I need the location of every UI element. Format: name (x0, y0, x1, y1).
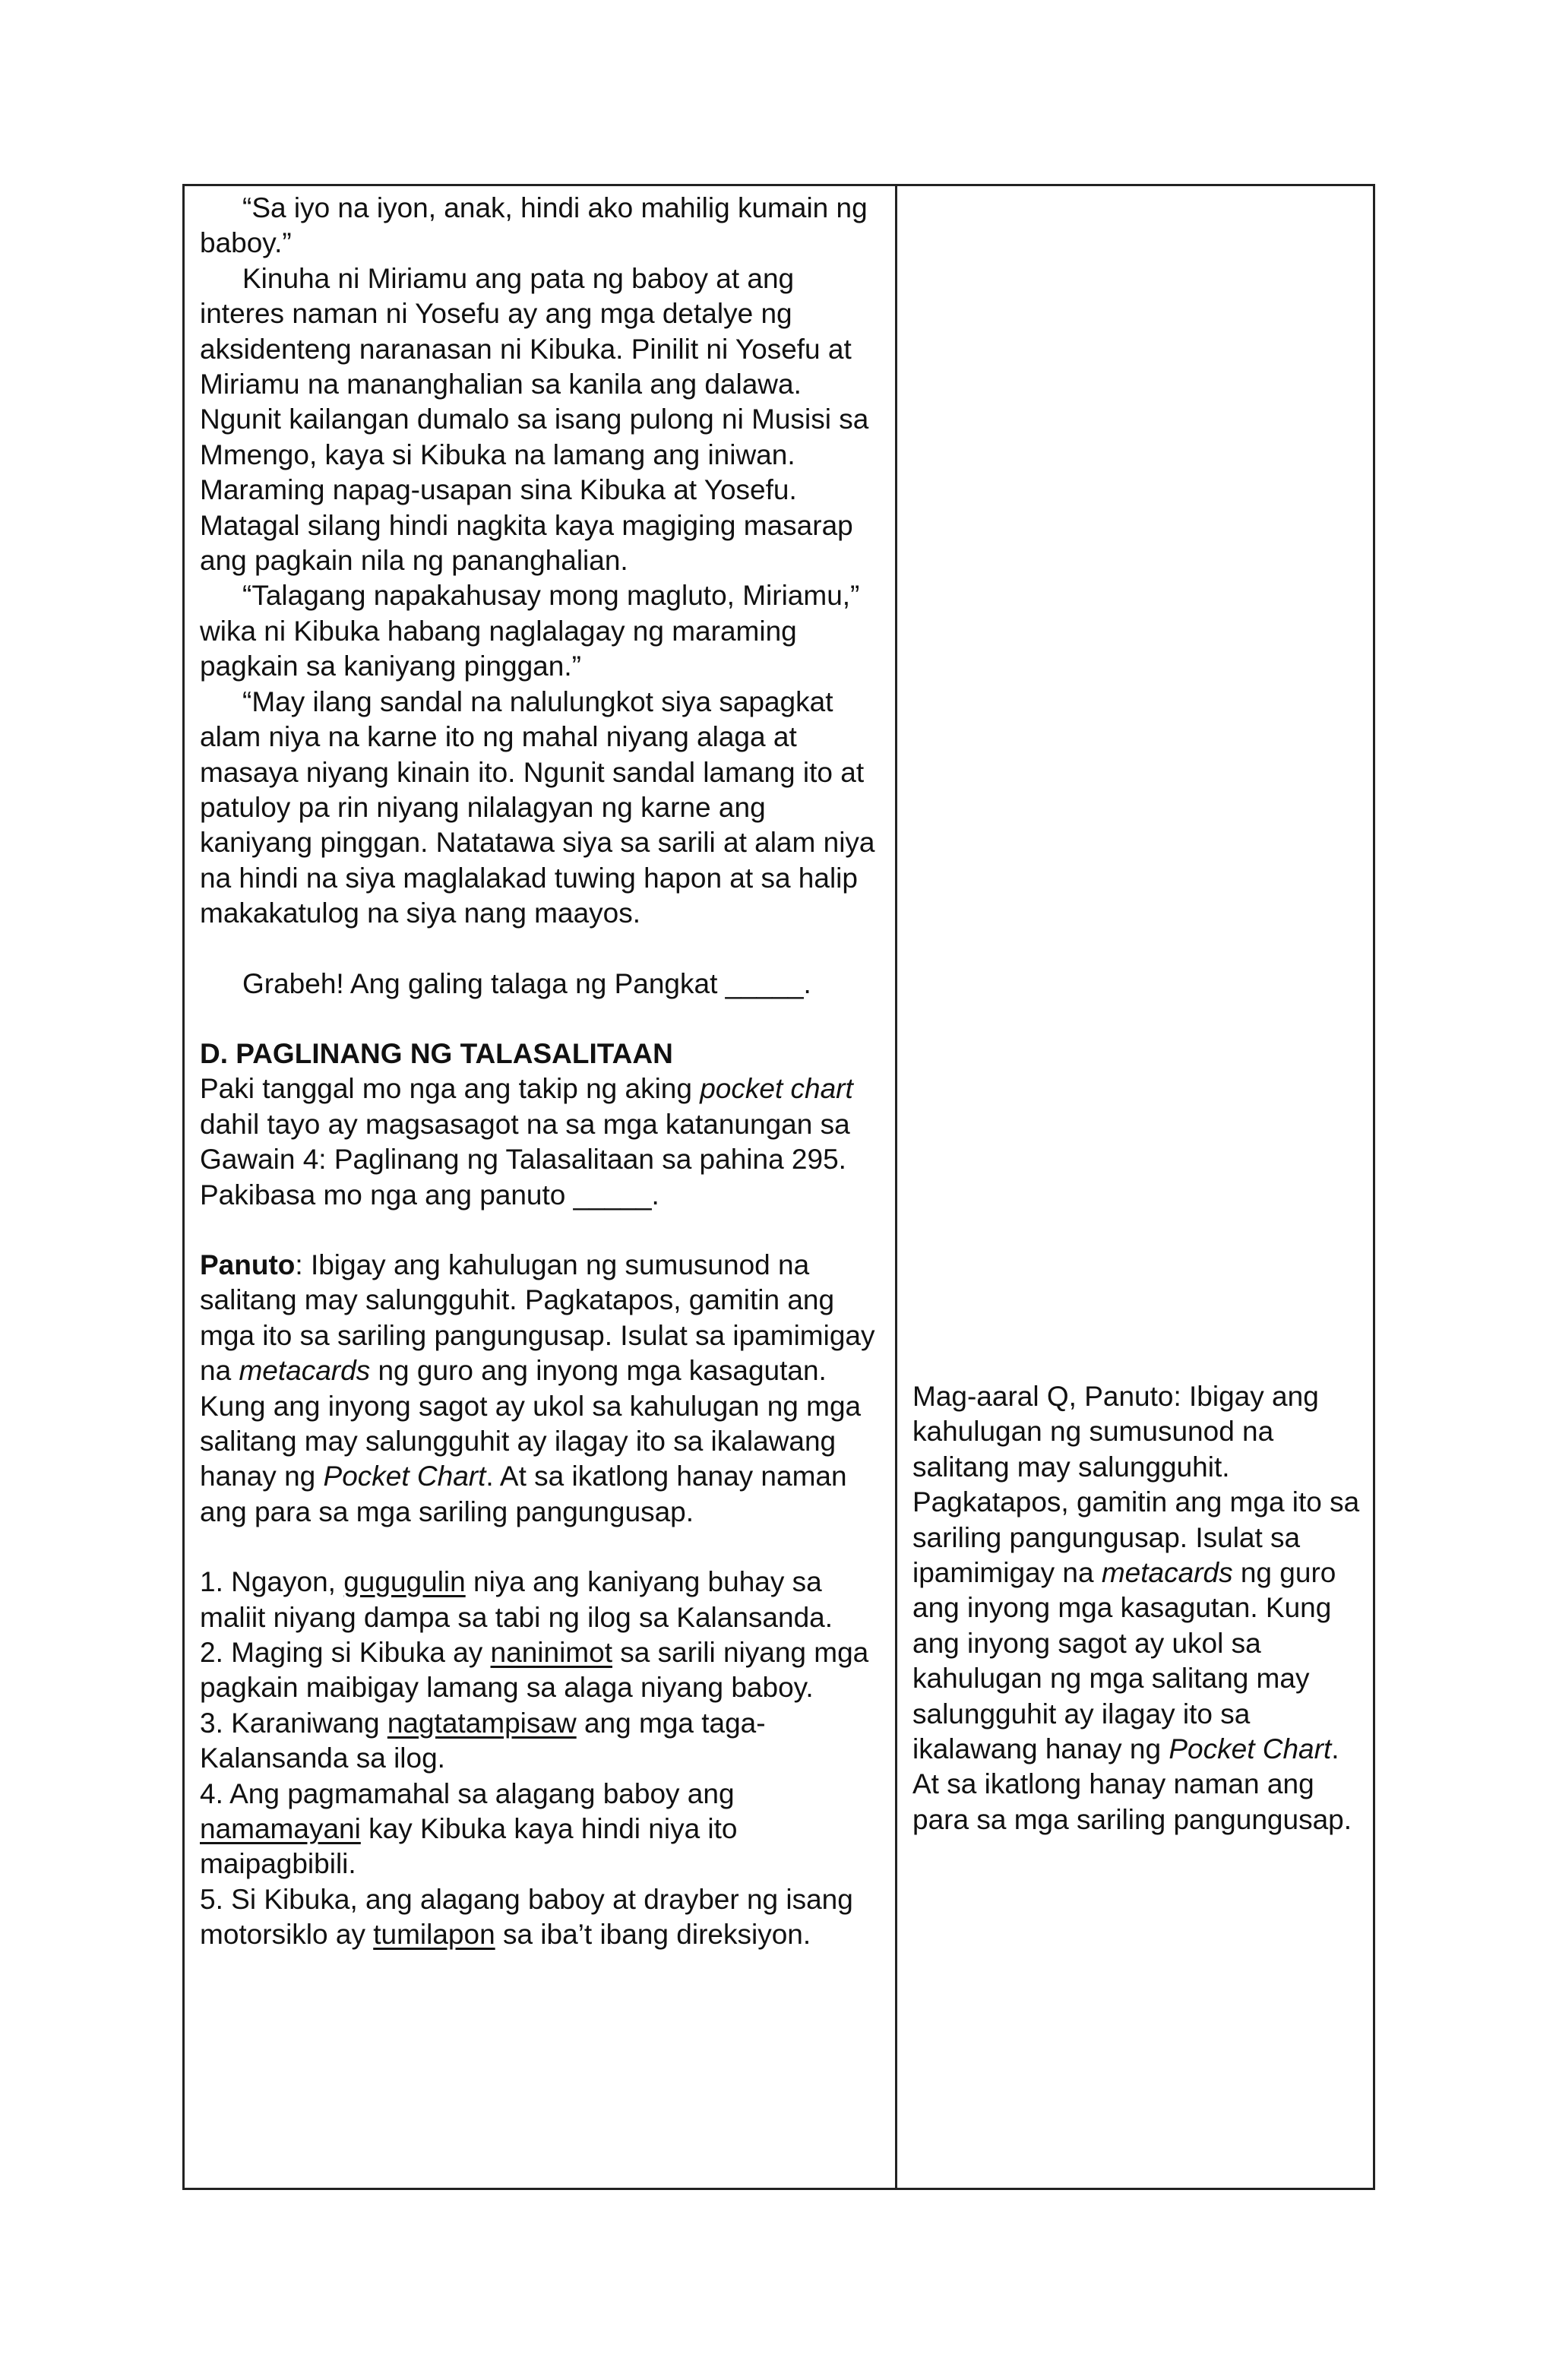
story-paragraph: “Talagang napakahusay mong magluto, Miriamu,” wika ni Kibuka habang naglalagay ng maraming pagkain sa kaniyang pinggan.” (200, 580, 860, 682)
vocab-item: 2. Maging si Kibuka ay naninimot sa sarili niyang mga pagkain maibigay lamang sa alaga niyang baboy. (200, 1637, 869, 1704)
read-instruction-line: Pakibasa mo nga ang panuto _____. (200, 1179, 659, 1211)
vocab-item: 1. Ngayon, gugugulin niya ang kaniyang buhay sa maliit niyang dampa sa tabi ng ilog sa Kalansanda. (200, 1566, 833, 1633)
story-paragraph: “May ilang sandal na nalulungkot siya sapagkat alam niya na karne ito ng mahal niyang alaga at masaya niyang kinain ito. Ngunit sandal lamang ito at patuloy pa rin niyang nilalagyan ng karne ang kaniyang pinggan. Natatawa siya sa sarili at alam niya na hindi na siya maglalakad tuwing hapon at sa halip makakatulog na siya nang maayos. (200, 685, 875, 929)
teacher-column (185, 186, 897, 2188)
section-intro: Paki tanggal mo nga ang takip ng aking pocket chart dahil tayo ay magsasagot na sa mga katanungan sa Gawain 4: Paglinang ng Talasalitaan sa pahina 295. (200, 1073, 853, 1176)
story-paragraph: Kinuha ni Miriamu ang pata ng baboy at ang interes naman ni Yosefu ay ang mga detalye ng aksidenteng naranasan ni Kibuka. Pinilit ni Yosefu at Miriamu na mananghalian sa kanila ang dalawa. Ngunit kailangan dumalo sa isang pulong ni Musisi sa Mmengo, kaya si Kibuka na lamang ang iniwan. Maraming napag-usapan sina Kibuka at Yosefu. Matagal silang hindi nagkita kaya magiging masarap ang pagkain nila ng pananghalian. (200, 262, 869, 577)
student-column (897, 186, 1373, 2188)
underlined-word: nagtatampisaw (387, 1707, 577, 1739)
underlined-word: naninimot (490, 1637, 612, 1669)
panuto-instructions: Panuto: Ibigay ang kahulugan ng sumusunod na salitang may salungguhit. Pagkatapos, gamitin ang mga ito sa sariling pangungusap. Isulat sa ipamimigay na metacards ng guro ang inyong mga kasagutan. Kung ang inyong sagot ay ukol sa kahulugan ng mga salitang may salungguhit ay ilagay ito sa ikalawang hanay ng Pocket Chart. At sa ikatlong hanay naman ang para sa mga sariling pangungusap. (200, 1249, 875, 1527)
underlined-word: gugugulin (343, 1566, 466, 1598)
student-response: Mag-aaral Q, Panuto: Ibigay ang kahulugan ng sumusunod na salitang may salungguhit. Pagkatapos, gamitin ang mga ito sa sariling pangungusap. Isulat sa ipamimigay na metacards ng guro ang inyong mga kasagutan. Kung ang inyong sagot ay ukol sa kahulugan ng mga salitang may salungguhit ay ilagay ito sa ikalawang hanay ng Pocket Chart. At sa ikatlong hanay naman ang para sa mga sariling pangungusap. (912, 1381, 1360, 1835)
vocab-item: 5. Si Kibuka, ang alagang baboy at drayber ng isang motorsiklo ay tumilapon sa iba’t ibang direksiyon. (200, 1883, 853, 1951)
vocab-item: 3. Karaniwang nagtatampisaw ang mga taga-Kalansanda sa ilog. (200, 1707, 766, 1774)
underlined-word: tumilapon (373, 1919, 495, 1951)
section-heading: D. PAGLINANG NG TALASALITAAN (200, 1037, 673, 1069)
underlined-word: namamayani (200, 1813, 361, 1845)
lesson-table (182, 184, 1375, 2190)
story-paragraph: “Sa iyo na iyon, anak, hindi ako mahilig kumain ng baboy.” (200, 192, 868, 259)
vocab-item: 4. Ang pagmamahal sa alagang baboy ang namamayani kay Kibuka kaya hindi niya ito maipagbibili. (200, 1777, 738, 1880)
praise-line: Grabeh! Ang galing talaga ng Pangkat _____. (242, 967, 811, 999)
